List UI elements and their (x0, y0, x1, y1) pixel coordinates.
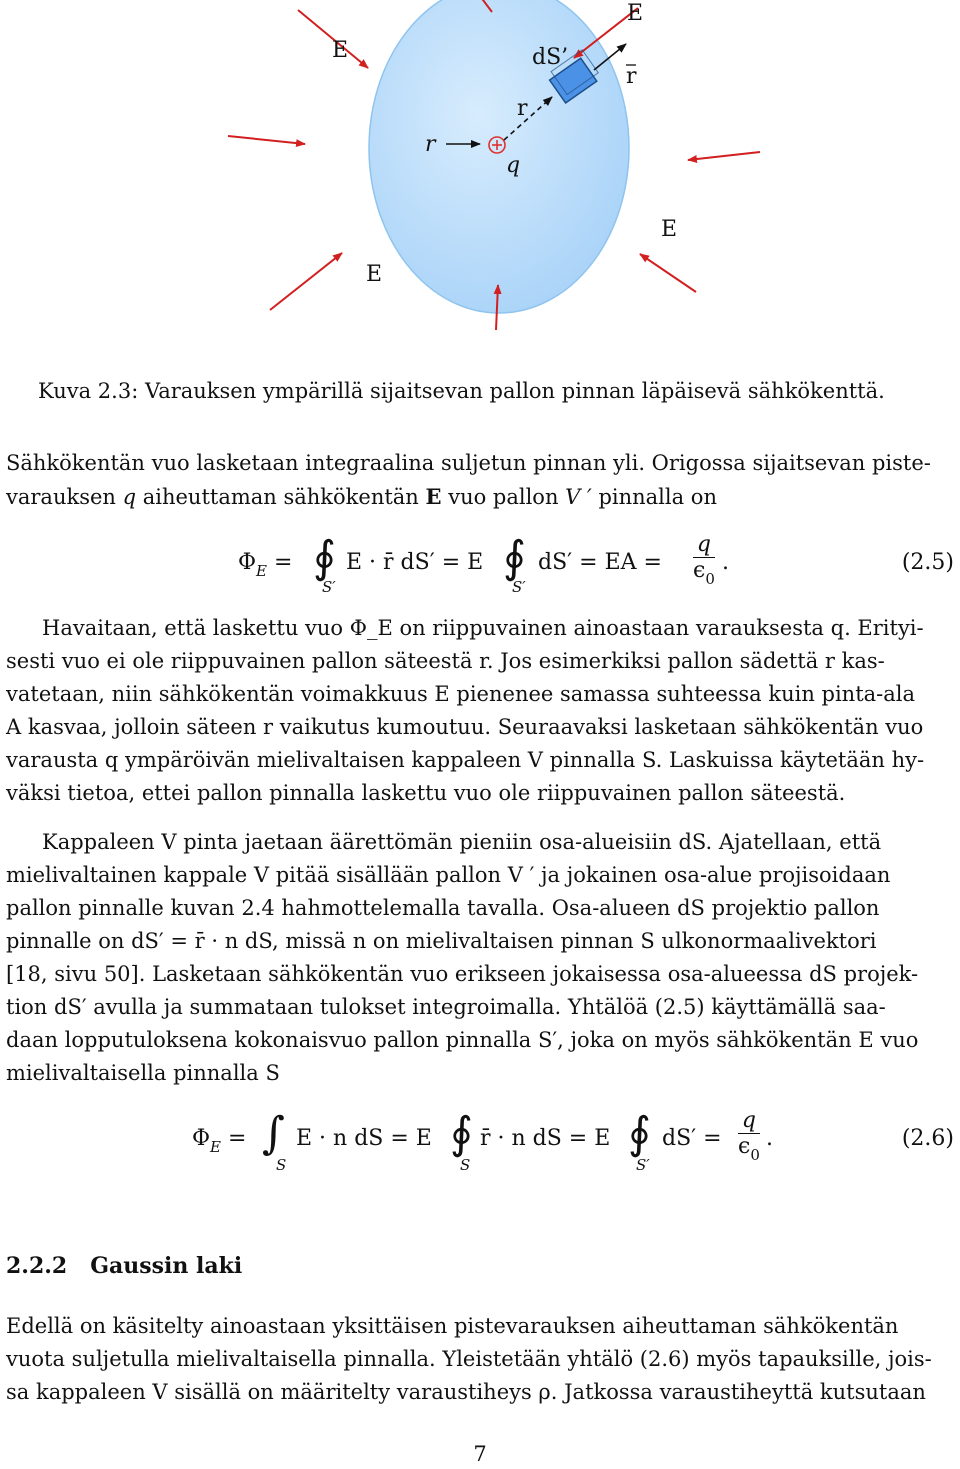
surface-integral-icon: ∫ (262, 1108, 285, 1159)
field-arrow-bottom-right (640, 254, 696, 292)
sphere-flux-figure (0, 0, 960, 330)
field-arrow-left (228, 136, 305, 144)
paragraph-havaitaan (6, 612, 952, 810)
paragraph-line: tion dS′ avulla ja summataan tulokset integroimalla. Yhtälöä (2.5) käyttämällä saa- (6, 995, 886, 1019)
paragraph-line: vatetaan, niin sähkökentän voimakkuus E pienenee samassa suhteessa kuin pinta-ala (6, 682, 916, 706)
field-arrow-bottom-left (270, 253, 342, 310)
page-number: 7 (473, 1442, 487, 1466)
label-e-top-right: E (627, 1, 644, 26)
paragraph-line: Kappaleen V pinta jaetaan äärettömän pieniin osa-alueisiin dS. Ajatellaan, että (42, 830, 882, 854)
paragraph-line: Havaitaan, että laskettu vuo Φ_E on riippuvainen ainoastaan varauksesta q. Erityi- (42, 616, 924, 640)
paragraph-line: mielivaltaisella pinnalla S (6, 1061, 280, 1085)
contour-integral-icon: ∮ (628, 1108, 651, 1159)
equation-2-6: $\Phi_E$ = ∫ S E · n dS = E ∮ S r̄ · n dS = E ∮ S′ dS′ = $\frac{q}{\epsilon_0}$ . (2.6) (192, 1108, 954, 1174)
label-r-bold: r (517, 96, 528, 121)
paragraph-intro (6, 447, 952, 514)
label-e-top-left: E (332, 38, 349, 63)
contour-integral-icon: ∮ (313, 532, 336, 583)
paragraph-line: vuota suljetulla mielivaltaisella pinnalla. Yleistetään yhtälö (2.6) myös tapauksille, jois- (6, 1347, 932, 1371)
label-q: q (506, 153, 521, 178)
fraction-q-over-eps: $\frac{q}{\epsilon_0}$ (738, 1108, 760, 1164)
paragraph-line: Sähkökentän vuo lasketaan integraalina suljetun pinnan yli. Origossa sijaitsevan piste- (6, 451, 931, 475)
label-ds: dS’ (532, 45, 569, 70)
paragraph-line: [18, sivu 50]. Lasketaan sähkökentän vuo erikseen jokaisessa osa-alueessa dS projek- (6, 962, 919, 986)
paragraph-line: mielivaltainen kappale V pitää sisällään pallon V ′ ja jokainen osa-alue projisoidaan (6, 863, 891, 887)
paragraph-line: Edellä on käsitelty ainoastaan yksittäisen pistevarauksen aiheuttaman sähkökentän (6, 1314, 899, 1338)
paragraph-kappaleen (6, 826, 952, 1090)
fraction-q-over-eps: $\frac{q}{\epsilon_0}$ (693, 532, 715, 588)
paragraph-line: pinnalle on dS′ = r̄ · n dS, missä n on mielivaltaisen pinnan S ulkonormaalivektori (6, 929, 877, 953)
label-e-right: E (661, 217, 678, 242)
sphere (369, 0, 629, 313)
paragraph-line: varauksen q aiheuttaman sähkökentän E vuo pallon V ′ pinnalla on (6, 484, 717, 509)
section-heading: 2.2.2 Gaussin laki (6, 1253, 243, 1279)
field-arrow-right (688, 152, 760, 160)
paragraph-line: sa kappaleen V sisällä on määritelty varaustiheys ρ. Jatkossa varaustiheyttä kutsutaan (6, 1380, 926, 1404)
paragraph-line: pallon pinnalle kuvan 2.4 hahmottelemalla tavalla. Osa-alueen dS projektio pallon (6, 896, 880, 920)
paragraph-line: daan lopputuloksena kokonaisvuo pallon pinnalla S′, joka on myös sähkökentän E vuo (6, 1028, 919, 1052)
equation-2-5: $\Phi_E$ = ∮ S′ E · r̄ dS′ = E ∮ S′ dS′ = EA = $\frac{q}{\epsilon_0}$ . (2.5) (238, 532, 954, 596)
label-e-bottom: E (366, 262, 383, 287)
paragraph-line: väksi tietoa, ettei pallon pinnalla laskettu vuo ole riippuvainen pallon säteestä. (6, 781, 846, 805)
paragraph-line: A kasvaa, jolloin säteen r vaikutus kumoutuu. Seuraavaksi lasketaan sähkökentän vuo (6, 715, 924, 739)
label-rbar: r (626, 64, 637, 89)
figure-caption: Kuva 2.3: Varauksen ympärillä sijaitsevan pallon pinnan läpäisevä sähkökenttä. (38, 379, 885, 403)
contour-integral-icon: ∮ (503, 532, 526, 583)
paragraph-gauss (6, 1310, 952, 1409)
paragraph-line: varausta q ympäröivän mielivaltaisen kappaleen V pinnalla S. Laskuissa käytetään hy- (6, 748, 925, 772)
label-r-italic: r (425, 132, 436, 157)
contour-integral-icon: ∮ (450, 1108, 473, 1159)
paragraph-line: sesti vuo ei ole riippuvainen pallon säteestä r. Jos esimerkiksi pallon sädettä r kas- (6, 649, 885, 673)
